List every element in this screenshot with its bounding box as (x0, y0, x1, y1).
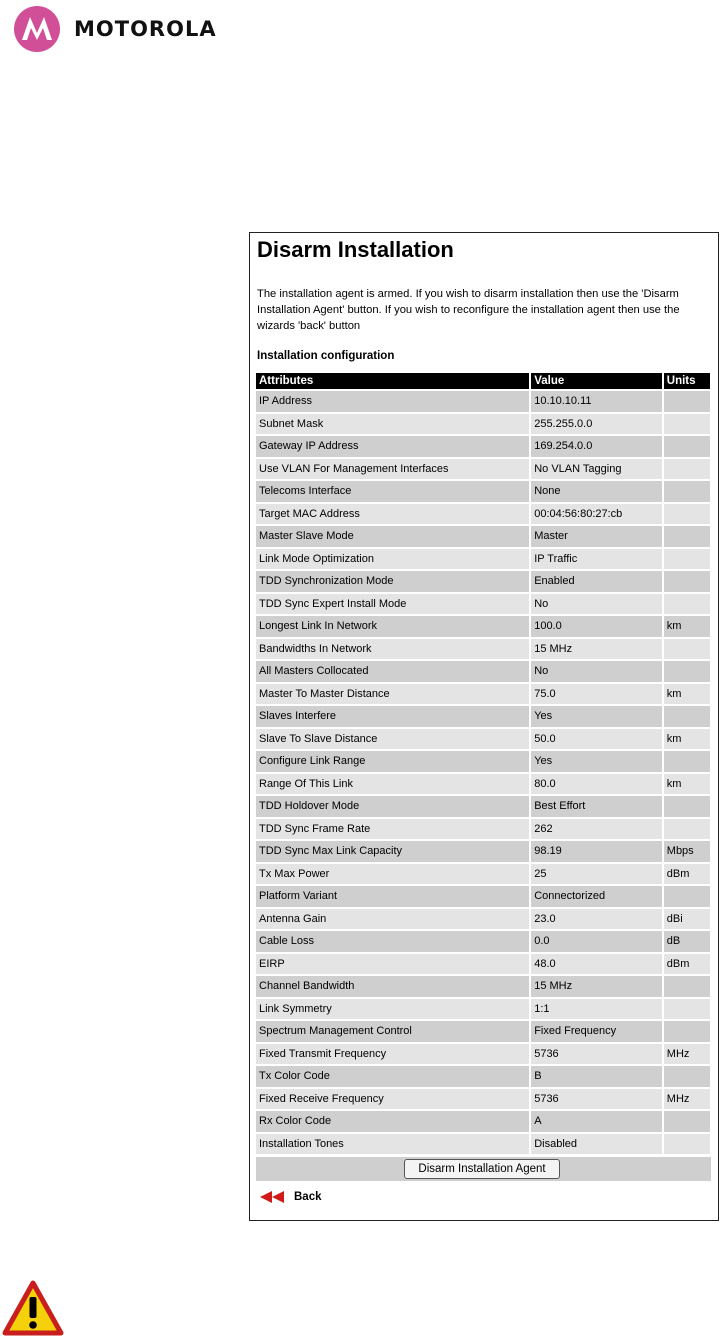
value-cell: None (531, 481, 662, 502)
attribute-cell: Bandwidths In Network (256, 639, 529, 660)
units-cell: MHz (664, 1089, 710, 1110)
value-cell: No (531, 594, 662, 615)
table-row (256, 639, 710, 660)
table-row (256, 954, 710, 975)
table-row (256, 1134, 710, 1155)
units-cell (664, 549, 710, 570)
button-row (256, 1157, 711, 1181)
back-label: Back (294, 1191, 322, 1203)
value-cell: Yes (531, 706, 662, 727)
units-cell (664, 706, 710, 727)
value-cell: 98.19 (531, 841, 662, 862)
attribute-cell: TDD Sync Max Link Capacity (256, 841, 529, 862)
value-cell: Best Effort (531, 796, 662, 817)
table-row (256, 729, 710, 750)
section-title: Installation configuration (257, 350, 395, 362)
value-cell: IP Traffic (531, 549, 662, 570)
attribute-cell: Link Symmetry (256, 999, 529, 1020)
table-row (256, 571, 710, 592)
attribute-cell: Tx Color Code (256, 1066, 529, 1087)
table-row (256, 391, 710, 412)
value-cell: 262 (531, 819, 662, 840)
attribute-cell: Slave To Slave Distance (256, 729, 529, 750)
attribute-cell: Telecoms Interface (256, 481, 529, 502)
table-row (256, 1089, 710, 1110)
table-row (256, 774, 710, 795)
table-row (256, 976, 710, 997)
table-row (256, 1066, 710, 1087)
value-cell: 15 MHz (531, 639, 662, 660)
table-row (256, 459, 710, 480)
value-cell: 75.0 (531, 684, 662, 705)
value-cell: Connectorized (531, 886, 662, 907)
table-row (256, 751, 710, 772)
table-row (256, 594, 710, 615)
table-row (256, 841, 710, 862)
attribute-cell: Channel Bandwidth (256, 976, 529, 997)
value-cell: B (531, 1066, 662, 1087)
units-cell (664, 796, 710, 817)
attribute-cell: All Masters Collocated (256, 661, 529, 682)
attribute-cell: Master To Master Distance (256, 684, 529, 705)
units-cell (664, 526, 710, 547)
value-cell: 5736 (531, 1044, 662, 1065)
value-cell: 100.0 (531, 616, 662, 637)
attribute-cell: Target MAC Address (256, 504, 529, 525)
value-cell: 5736 (531, 1089, 662, 1110)
units-cell: km (664, 774, 710, 795)
table-row (256, 504, 710, 525)
brand-logo (14, 6, 217, 52)
table-row (256, 616, 710, 637)
units-cell: MHz (664, 1044, 710, 1065)
attribute-cell: Configure Link Range (256, 751, 529, 772)
value-cell: 25 (531, 864, 662, 885)
attribute-cell: Antenna Gain (256, 909, 529, 930)
attribute-cell: Spectrum Management Control (256, 1021, 529, 1042)
units-cell (664, 391, 710, 412)
disarm-installation-agent-button[interactable]: Disarm Installation Agent (404, 1159, 560, 1179)
attribute-cell: Slaves Interfere (256, 706, 529, 727)
value-cell: Enabled (531, 571, 662, 592)
units-cell: km (664, 684, 710, 705)
header-units: Units (664, 373, 710, 389)
units-cell: dBm (664, 954, 710, 975)
value-cell: Master (531, 526, 662, 547)
disarm-installation-panel (249, 232, 719, 1221)
units-cell: dB (664, 931, 710, 952)
value-cell: 10.10.10.11 (531, 391, 662, 412)
table-row (256, 999, 710, 1020)
units-cell (664, 594, 710, 615)
double-left-arrow-icon (260, 1191, 286, 1203)
attribute-cell: TDD Synchronization Mode (256, 571, 529, 592)
installation-config-table (254, 371, 712, 1156)
units-cell (664, 819, 710, 840)
units-cell (664, 481, 710, 502)
attribute-cell: Platform Variant (256, 886, 529, 907)
units-cell (664, 1066, 710, 1087)
units-cell (664, 1134, 710, 1155)
value-cell: 15 MHz (531, 976, 662, 997)
value-cell: Yes (531, 751, 662, 772)
value-cell: 00:04:56:80:27:cb (531, 504, 662, 525)
units-cell: km (664, 616, 710, 637)
attribute-cell: Use VLAN For Management Interfaces (256, 459, 529, 480)
value-cell: 169.254.0.0 (531, 436, 662, 457)
units-cell: dBi (664, 909, 710, 930)
value-cell: 23.0 (531, 909, 662, 930)
value-cell: Fixed Frequency (531, 1021, 662, 1042)
attribute-cell: TDD Sync Frame Rate (256, 819, 529, 840)
table-row (256, 1044, 710, 1065)
units-cell (664, 1021, 710, 1042)
value-cell: 80.0 (531, 774, 662, 795)
table-row (256, 1021, 710, 1042)
attribute-cell: EIRP (256, 954, 529, 975)
attribute-cell: Rx Color Code (256, 1111, 529, 1132)
units-cell (664, 1111, 710, 1132)
value-cell: A (531, 1111, 662, 1132)
value-cell: No VLAN Tagging (531, 459, 662, 480)
value-cell: 50.0 (531, 729, 662, 750)
units-cell (664, 459, 710, 480)
units-cell (664, 504, 710, 525)
table-row (256, 931, 710, 952)
attribute-cell: TDD Holdover Mode (256, 796, 529, 817)
attribute-cell: Fixed Transmit Frequency (256, 1044, 529, 1065)
attribute-cell: Fixed Receive Frequency (256, 1089, 529, 1110)
intro-text: The installation agent is armed. If you wish to disarm installation then use the 'Disarm Installation Agent' button. If you wish to reconfigure the installation agent then use the wizards 'back' button (257, 288, 680, 332)
brand-name: MOTOROLA (74, 17, 217, 41)
attribute-cell: Range Of This Link (256, 774, 529, 795)
attribute-cell: Gateway IP Address (256, 436, 529, 457)
warning-icon (2, 1280, 64, 1336)
units-cell (664, 661, 710, 682)
attribute-cell: Tx Max Power (256, 864, 529, 885)
units-cell (664, 571, 710, 592)
table-row (256, 549, 710, 570)
back-link[interactable] (260, 1191, 322, 1203)
units-cell: km (664, 729, 710, 750)
table-row (256, 909, 710, 930)
table-header-row (256, 373, 710, 389)
units-cell: Mbps (664, 841, 710, 862)
value-cell: No (531, 661, 662, 682)
attribute-cell: Cable Loss (256, 931, 529, 952)
table-row (256, 864, 710, 885)
table-row (256, 436, 710, 457)
header-attributes: Attributes (256, 373, 529, 389)
units-cell: dBm (664, 864, 710, 885)
attribute-cell: Longest Link In Network (256, 616, 529, 637)
motorola-logo-icon (14, 6, 60, 52)
value-cell: 1:1 (531, 999, 662, 1020)
attribute-cell: IP Address (256, 391, 529, 412)
table-row (256, 526, 710, 547)
units-cell (664, 751, 710, 772)
table-row (256, 1111, 710, 1132)
table-row (256, 706, 710, 727)
units-cell (664, 886, 710, 907)
units-cell (664, 436, 710, 457)
table-row (256, 796, 710, 817)
value-cell: Disabled (531, 1134, 662, 1155)
value-cell: 255.255.0.0 (531, 414, 662, 435)
value-cell: 48.0 (531, 954, 662, 975)
table-row (256, 684, 710, 705)
value-cell: 0.0 (531, 931, 662, 952)
header-value: Value (531, 373, 662, 389)
attribute-cell: Link Mode Optimization (256, 549, 529, 570)
table-row (256, 481, 710, 502)
attribute-cell: Master Slave Mode (256, 526, 529, 547)
table-row (256, 661, 710, 682)
units-cell (664, 976, 710, 997)
table-row (256, 819, 710, 840)
units-cell (664, 639, 710, 660)
table-row (256, 886, 710, 907)
table-row (256, 414, 710, 435)
units-cell (664, 414, 710, 435)
attribute-cell: Subnet Mask (256, 414, 529, 435)
attribute-cell: Installation Tones (256, 1134, 529, 1155)
page-title: Disarm Installation (257, 237, 454, 262)
units-cell (664, 999, 710, 1020)
attribute-cell: TDD Sync Expert Install Mode (256, 594, 529, 615)
